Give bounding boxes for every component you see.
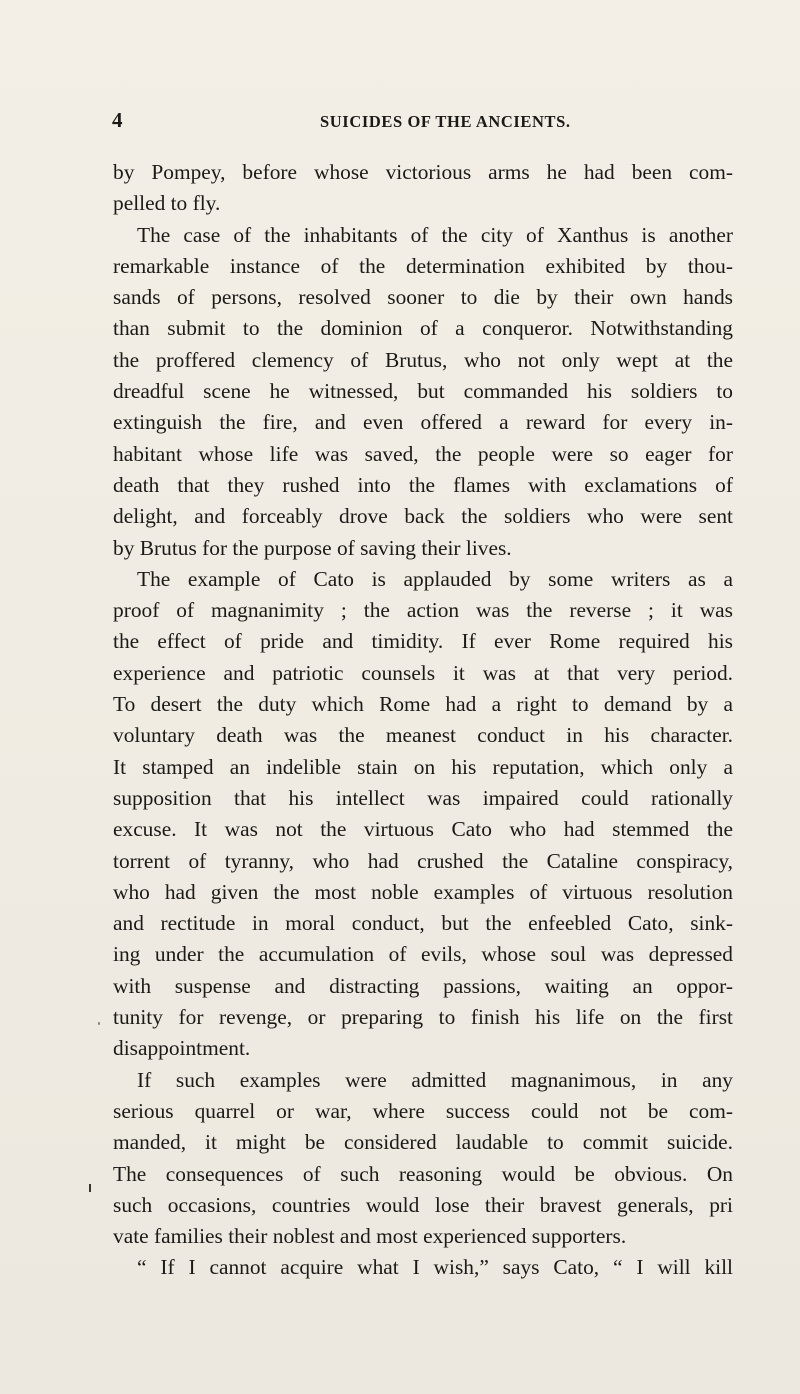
text-line: than submit to the dominion of a conqueror. Notwithstanding xyxy=(113,316,733,341)
body-text xyxy=(113,157,733,1284)
text-line: The case of the inhabitants of the city of Xanthus is another xyxy=(137,222,733,247)
text-line: extinguish the fire, and even offered a reward for every in- xyxy=(113,410,733,435)
text-line: experience and patriotic counsels it was at that very period. xyxy=(113,660,733,685)
text-line: remarkable instance of the determination exhibited by thou- xyxy=(113,253,733,278)
text-line: by Pompey, before whose victorious arms he had been com- xyxy=(113,160,733,184)
text-line: death that they rushed into the flames with exclamations of xyxy=(113,472,733,497)
text-line: the proffered clemency of Brutus, who not only wept at the xyxy=(113,347,733,372)
text-line: such occasions, countries would lose their bravest generals, pri xyxy=(113,1192,733,1217)
text-line: the effect of pride and timidity. If ever Rome required his xyxy=(113,629,733,654)
text-line: and rectitude in moral conduct, but the enfeebled Cato, sink- xyxy=(113,911,733,936)
text-line: tunity for revenge, or preparing to finish his life on the first xyxy=(113,1005,733,1030)
text-line: vate families their noblest and most experienced supporters. xyxy=(113,1224,627,1249)
text-line: serious quarrel or war, where success could not be com- xyxy=(113,1098,733,1123)
page-blemish xyxy=(98,1022,100,1025)
text-line: pelled to fly. xyxy=(113,191,221,216)
text-line: sands of persons, resolved sooner to die by their own hands xyxy=(113,285,733,310)
running-title: SUICIDES OF THE ANCIENTS. xyxy=(320,112,571,131)
text-line: by Brutus for the purpose of saving their lives. xyxy=(113,535,512,560)
text-line: habitant whose life was saved, the people were so eager for xyxy=(113,441,733,466)
text-line: disappointment. xyxy=(113,1036,251,1061)
running-head xyxy=(112,108,732,138)
text-line: To desert the duty which Rome had a right to demand by a xyxy=(113,692,733,717)
text-line: proof of magnanimity ; the action was the reverse ; it was xyxy=(113,598,733,623)
text-line: The consequences of such reasoning would be obvious. On xyxy=(113,1161,733,1186)
text-line: who had given the most noble examples of virtuous resolution xyxy=(113,879,733,904)
text-line: delight, and forceably drove back the soldiers who were sent xyxy=(113,504,733,529)
page-number: 4 xyxy=(112,108,123,132)
text-line: dreadful scene he witnessed, but commanded his soldiers to xyxy=(113,379,733,404)
text-line: The example of Cato is applauded by some writers as a xyxy=(137,566,733,591)
text-line: torrent of tyranny, who had crushed the Cataline conspiracy, xyxy=(113,848,733,873)
text-line: It stamped an indelible stain on his reputation, which only a xyxy=(113,754,733,779)
text-line: ing under the accumulation of evils, whose soul was depressed xyxy=(113,942,733,967)
text-line: “ If I cannot acquire what I wish,” says Cato, “ I will kill xyxy=(137,1255,733,1280)
page-blemish-2 xyxy=(89,1184,91,1192)
text-line: with suspense and distracting passions, waiting an oppor- xyxy=(113,973,733,998)
text-line: excuse. It was not the virtuous Cato who had stemmed the xyxy=(113,817,733,842)
text-line: supposition that his intellect was impaired could rationally xyxy=(113,785,733,810)
text-line: If such examples were admitted magnanimous, in any xyxy=(137,1067,733,1092)
text-line: voluntary death was the meanest conduct in his character. xyxy=(113,723,733,748)
text-line: manded, it might be considered laudable to commit suicide. xyxy=(113,1130,733,1155)
